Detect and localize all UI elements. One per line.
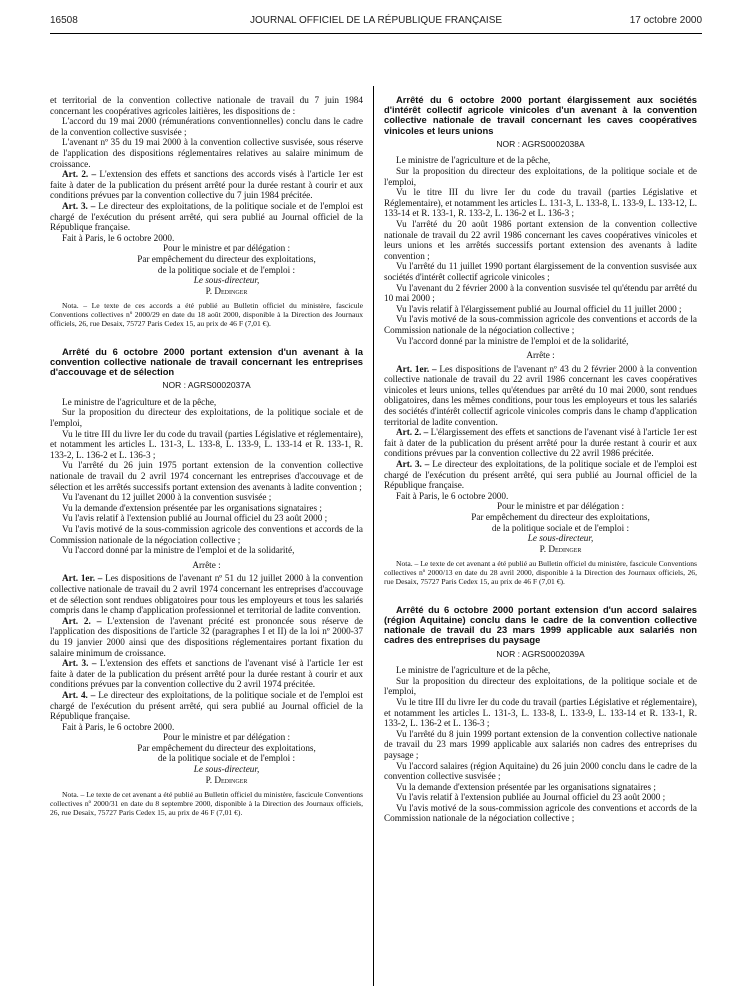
paragraph: Vu le titre III du livre Ier du code du travail (parties Législative et réglementaire), et notamment les articles L. 131-3, L. 133-8, L. 133-9, L. 133-14 et R. 133-1, R. 133-2, L. 136-2 et L. 136-3 ; xyxy=(384,696,697,729)
paragraph: Vu l'arrêté du 20 août 1986 portant extension de la convention collective nationale de travail du 22 avril 1986 concernant les caves coopératives vinicoles et leurs unions et les arrêtés successifs portant extension des avenants à ladite convention ; xyxy=(384,218,697,261)
fait-a-paris: Fait à Paris, le 6 octobre 2000. xyxy=(396,490,509,501)
nota: Nota. – Le texte de cet avenant a été publié au Bulletin officiel du ministère, fascicule Conventions collectives nº 2000/31 en date du 8 septembre 2000, disponible à la Direction des Journaux officiels, 26, rue Desaix, 75727 Paris Cedex 15, au prix de 46 F (7,01 €). xyxy=(50,790,363,817)
article-label: Art. 3. – xyxy=(62,658,97,669)
issue-date: 17 octobre 2000 xyxy=(629,15,702,26)
article-3 xyxy=(50,658,363,690)
signature-line: Pour le ministre et par délégation : xyxy=(496,501,625,512)
article-label: Art. 2. – xyxy=(62,615,102,626)
header-rule xyxy=(50,33,702,34)
article-text: L'extension de l'avenant précité est prononcée sous réserve de l'application des dispositions de l'article 32 (paragraphes I et II) de la loi nº 2000-37 du 19 janvier 2000 ainsi que des dispositions réglementaires portant fixation du salaire minimum de croissance. xyxy=(50,615,363,658)
article-text: Les dispositions de l'avenant nº 51 du 12 juillet 2000 à la convention collective nationale de travail du 2 avril 1974 concernant les entreprises d'accouvage et de sélection sont rendues obligatoires pour tous les employeurs et tous les salariés compris dans le champ d'application professionnel et territorial de ladite convention. xyxy=(50,573,363,616)
article-label: Art. 2. – xyxy=(396,427,429,438)
fait-a-paris: Fait à Paris, le 6 octobre 2000. xyxy=(62,721,175,732)
paragraph: Sur la proposition du directeur des exploitations, de la politique sociale et de l'emploi, xyxy=(50,407,363,429)
paragraph: Le ministre de l'agriculture et de la pêche, xyxy=(62,396,217,407)
paragraph: Le ministre de l'agriculture et de la pêche, xyxy=(396,155,551,166)
paragraph: L'avenant nº 35 du 19 mai 2000 à la convention collective susvisée, sous réserve de l'application des dispositions réglementaires relatives au salaire minimum de croissance. xyxy=(50,137,363,169)
paragraph: L'accord du 19 mai 2000 (rémunérations conventionnelles) conclu dans le cadre de la convention collective susvisée ; xyxy=(50,116,363,137)
signature-line: de la politique sociale et de l'emploi : xyxy=(157,753,296,764)
article-4 xyxy=(50,690,363,722)
fait-a-paris: Fait à Paris, le 6 octobre 2000. xyxy=(62,232,175,243)
arrete-heading: Arrête : xyxy=(192,559,221,570)
article-text: Le directeur des exploitations, de la politique sociale et de l'emploi est chargé de l'exécution du présent arrêté, qui sera publié au Journal officiel de la République française. xyxy=(50,689,363,722)
paragraph: Vu l'avis relatif à l'extension publié au Journal officiel du 23 août 2000 ; xyxy=(62,513,328,524)
article-text: Le directeur des exploitations, de la politique sociale et de l'emploi est chargé de l'exécution du présent arrêté, qui sera publié au Journal officiel de la République française. xyxy=(384,459,697,491)
signature-name: P. Dedinger xyxy=(205,285,248,296)
arrete-heading: Arrête : xyxy=(526,350,555,361)
signature-title: Le sous-directeur, xyxy=(193,764,260,775)
article-label: Art. 1er. – xyxy=(62,573,103,584)
signature-line: Pour le ministre et par délégation : xyxy=(162,732,291,743)
signature-line: de la politique sociale et de l'emploi : xyxy=(157,264,296,275)
decree-title: Arrêté du 6 octobre 2000 portant extension d'un avenant à la convention collective nationale de travail concernant les entreprises d'accouvage et de sélection xyxy=(50,345,363,378)
article-text: L'extension des effets et sanctions des accords visés à l'article 1er est faite à dater de la publication du présent arrêté pour la durée restant à courir et aux conditions prévues par la convention collective du 7 juin 1984 précitée. xyxy=(50,169,364,201)
paragraph: et territorial de la convention collective nationale de travail du 7 juin 1984 concernant les coopératives agricoles laitières, les dispositions de : xyxy=(50,95,363,116)
paragraph: Vu le titre III du livre Ier du code du travail (parties Législative et réglementaire), et notamment les articles L. 131-3, L. 133-8, L. 133-9, L. 133-14 et R. 133-1, R. 133-2, L. 136-2 et L. 136-3 ; xyxy=(50,428,363,460)
paragraph: Vu l'avenant du 2 février 2000 à la convention susvisée tel qu'étendu par arrêté du 10 mai 2000 ; xyxy=(384,282,697,304)
paragraph: Vu l'arrêté du 11 juillet 1990 portant élargissement de la convention susvisée aux sociétés d'intérêt collectif agricole vinicoles ; xyxy=(384,261,697,282)
signature-title: Le sous-directeur, xyxy=(193,275,260,286)
paragraph: Vu l'arrêté du 8 juin 1999 portant extension de la convention collective nationale de travail du 23 mars 1999 applicable aux salariés non cadres des entreprises du paysage ; xyxy=(384,728,697,760)
paragraph: Vu l'avenant du 12 juillet 2000 à la convention susvisée ; xyxy=(62,492,272,503)
nota: Nota. – Le texte de cet avenant a été publié au Bulletin officiel du ministère, fascicule Conventions collectives nº 2000/13 en date du 28 avril 2000, disponible à la Direction des Journaux officiels, 26, rue Desaix, 75727 Paris Cedex 15, au prix de 46 F (7,01 €). xyxy=(384,559,697,586)
column-divider xyxy=(373,86,374,986)
signature-line: de la politique sociale et de l'emploi : xyxy=(491,522,630,533)
article-label: Art. 3. – xyxy=(62,200,96,211)
article-2 xyxy=(384,427,697,459)
paragraph: Vu l'avis relatif à l'élargissement publié au Journal officiel du 11 juillet 2000 ; xyxy=(396,303,682,314)
paragraph: Vu l'avis motivé de la sous-commission agricole des conventions et accords de la Commission nationale de la négociation collective ; xyxy=(384,802,697,824)
nor-reference: NOR : AGRS0002038A xyxy=(496,138,585,149)
decree-title: Arrêté du 6 octobre 2000 portant élargissement aux sociétés d'intérêt collectif agricole vinicoles d'un avenant à la convention collective nationale de travail concernant les caves coopératives vinicoles et leurs unions xyxy=(384,94,697,136)
signature-line: Par empêchement du directeur des exploitations, xyxy=(137,742,316,753)
signature-block xyxy=(384,501,697,554)
page-header xyxy=(50,15,702,31)
article-1 xyxy=(50,573,363,615)
paragraph: Vu l'accord donné par la ministre de l'emploi et de la solidarité, xyxy=(396,335,629,346)
article-label: Art. 2. – xyxy=(62,169,97,180)
paragraph: Vu l'avis relatif à l'extension publiée au Journal officiel du 23 août 2000 ; xyxy=(396,792,666,803)
paragraph: Vu l'accord donné par la ministre de l'emploi et de la solidarité, xyxy=(62,545,295,556)
signature-line: Par empêchement du directeur des exploitations, xyxy=(471,512,650,522)
decree-title: Arrêté du 6 octobre 2000 portant extension d'un accord salaires (région Aquitaine) conclu dans le cadre de la convention collective nationale de travail du 23 mars 1999 applicable aux salariés non cadres des entreprises du paysage xyxy=(384,603,697,646)
signature-name: P. Dedinger xyxy=(539,543,582,554)
article-2 xyxy=(50,169,363,201)
signature-block xyxy=(50,243,363,296)
article-text: Les dispositions de l'avenant nº 43 du 2 février 2000 à la convention collective nationale de travail du 22 avril 1986 concernant les caves coopératives vinicoles et leurs unions, telles qu'étendues par arrêté du 10 mai 2000, sont rendues obligatoires, dans les mêmes conditions, pour tous les employeurs et tous les salariés des sociétés d'intérêt collectif agricole vinicoles compris dans le champ d'application territorial de ladite convention. xyxy=(384,363,697,427)
paragraph: Vu la demande d'extension présentée par les organisations signataires ; xyxy=(396,781,656,792)
paragraph: Vu l'accord salaires (région Aquitaine) du 26 juin 2000 conclu dans le cadre de la convention collective susvisée ; xyxy=(384,760,697,782)
nor-reference: NOR : AGRS0002039A xyxy=(496,648,585,659)
signature-line: Par empêchement du directeur des exploitations, xyxy=(137,253,316,264)
paragraph: Vu l'arrêté du 26 juin 1975 portant extension de la convention collective nationale de travail du 2 avril 1974 concernant les entreprises d'accouvage et de sélection et les arrêtés successifs portant extension des avenants à ladite convention ; xyxy=(50,460,363,492)
journal-title: JOURNAL OFFICIEL DE LA RÉPUBLIQUE FRANÇAISE xyxy=(249,15,503,26)
paragraph: Vu la demande d'extension présentée par les organisations signataires ; xyxy=(62,502,322,513)
signature-block xyxy=(50,732,363,785)
article-2 xyxy=(50,616,363,658)
article-1 xyxy=(384,364,697,428)
article-text: Le directeur des exploitations, de la politique sociale et de l'emploi est chargé de l'exécution du présent arrêté, qui sera publié au Journal officiel de la République française. xyxy=(50,200,363,233)
paragraph: Sur la proposition du directeur des exploitations, de la politique sociale et de l'emploi, xyxy=(384,166,697,187)
article-label: Art. 1er. – xyxy=(396,363,437,374)
signature-line: Pour le ministre et par délégation : xyxy=(162,243,291,254)
signature-title: Le sous-directeur, xyxy=(527,533,594,544)
article-3 xyxy=(50,201,363,233)
nor-reference: NOR : AGRS0002037A xyxy=(162,380,251,391)
paragraph: Vu le titre III du livre Ier du code du travail (parties Législative et Réglementaire), et notamment les articles L. 131-3, L. 133-8, L. 133-9, L. 133-12, L. 133-14 et R. 133-1, R. 133-2, L. 136-2 et L. 136-3 ; xyxy=(384,187,697,219)
article-3 xyxy=(384,459,697,491)
nota: Nota. – Le texte de ces accords a été publié au Bulletin officiel du ministère, fascicule Conventions collectives nº 2000/29 en date du 18 août 2000, disponible à la Direction des Journaux officiels, 26, rue Desaix, 75727 Paris Cedex 15, au prix de 46 F (7,01 €). xyxy=(50,301,363,328)
paragraph: Vu l'avis motivé de la sous-commission agricole des conventions et accords de la Commission nationale de la négociation collective ; xyxy=(384,314,697,335)
article-text: L'extension des effets et sanctions de l'avenant visé à l'article 1er est faite à dater de la publication du présent arrêté pour la durée restant à courir et aux conditions prévues par la convention collective du 2 avril 1974 précitée. xyxy=(50,658,363,690)
article-label: Art. 3. – xyxy=(396,459,430,470)
page-number: 16508 xyxy=(50,15,78,26)
left-column xyxy=(50,95,363,818)
paragraph: Sur la proposition du directeur des exploitations, de la politique sociale et de l'emploi, xyxy=(384,675,697,697)
article-text: L'élargissement des effets et sanctions de l'avenant visé à l'article 1er est fait à dater de la publication du présent arrêté pour la durée restant à courir et aux conditions prévues par la convention collective du 22 avril 1986 précitée. xyxy=(384,427,697,459)
article-label: Art. 4. – xyxy=(62,689,96,700)
right-column xyxy=(384,95,697,824)
signature-name: P. Dedinger xyxy=(205,774,248,785)
paragraph: Le ministre de l'agriculture et de la pêche, xyxy=(396,665,551,676)
paragraph: Vu l'avis motivé de la sous-commission agricole des conventions et accords de la Commission nationale de la négociation collective ; xyxy=(50,524,363,545)
